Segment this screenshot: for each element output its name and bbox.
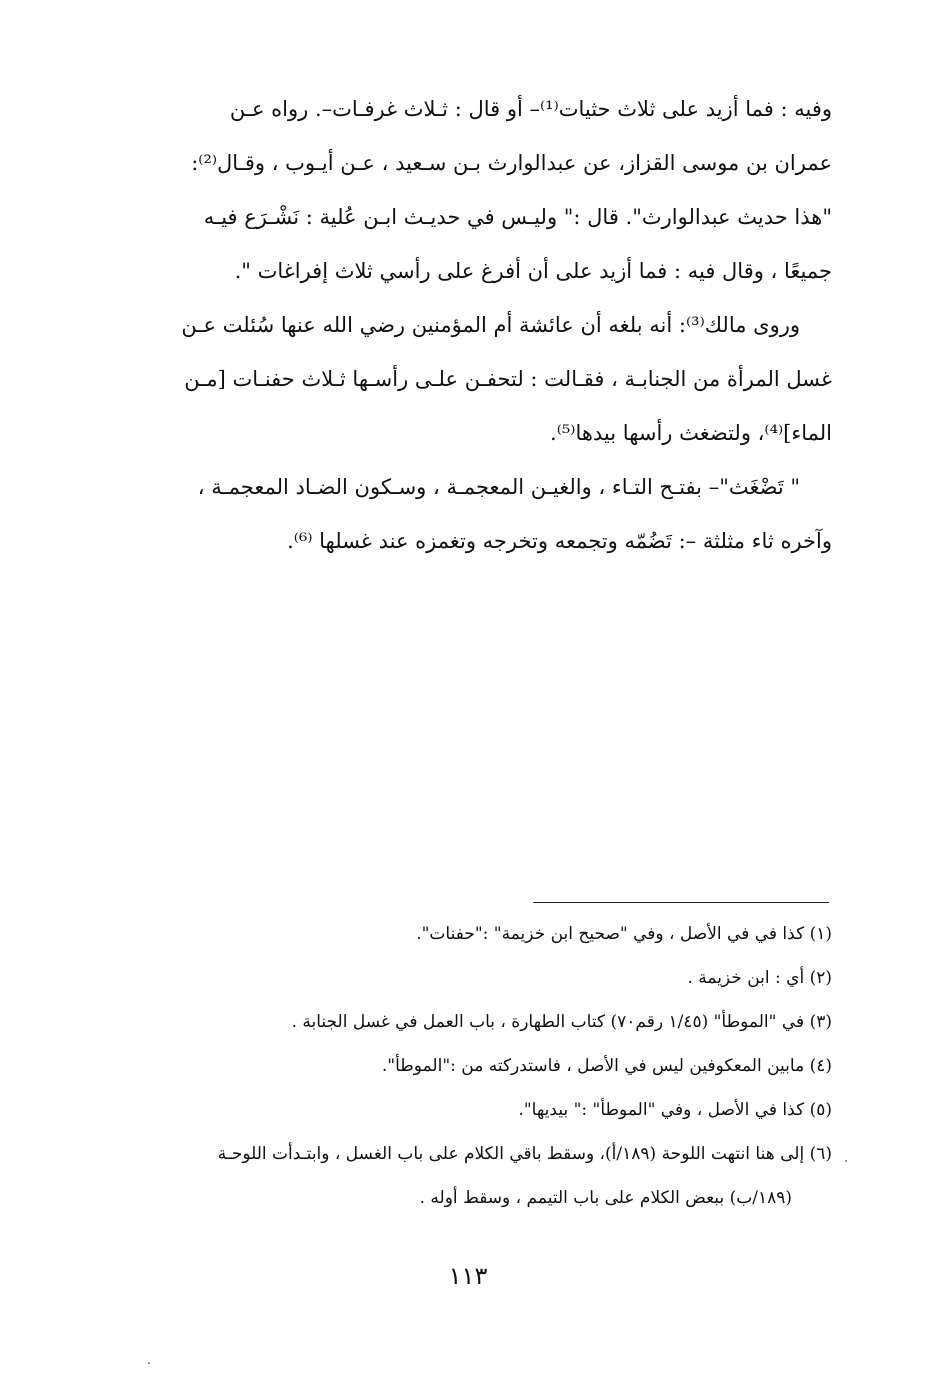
main-text-line: عمران بن موسى القزاز، عن عبدالوارث بـن سـعيد ، عـن أيـوب ، وقـال⁽²⁾: [191, 151, 832, 175]
main-text-line: "هذا حديث عبدالوارث". قال :" وليـس في حديـث ابـن عُلية : نَشْـرَع فيـه [203, 205, 832, 229]
footnote-line: (١٨٩/ب) ببعض الكلام على باب التيمم ، وسقط أوله . [419, 1188, 792, 1208]
footnotes [108, 912, 832, 1220]
footnote-line: (٢) أي : ابن خزيمة . [687, 968, 832, 988]
footnote-line: (٣) في "الموطأ" (١/٤٥ رقم٧٠) كتاب الطهارة ، باب العمل في غسل الجنابة . [291, 1012, 832, 1032]
footnote-divider [533, 902, 829, 903]
main-text-line: غسل المرأة من الجنابـة ، فقـالت : لتحفـن علـى رأسـها ثـلاث حفنـات [مـن [184, 367, 832, 391]
main-text-line: الماء]⁽⁴⁾، ولتضغث رأسها بيدها⁽⁵⁾. [550, 421, 832, 445]
footnote-line: (٥) كذا في الأصل ، وفي "الموطأ" :" بيديها". [518, 1100, 832, 1120]
scan-speck [148, 1362, 150, 1364]
main-text-line: وفيه : فما أزيد على ثلاث حثيات⁽¹⁾– أو قال : ثـلاث غرفـات–. رواه عـن [229, 97, 832, 121]
footnote-line: (٦) إلى هنا انتهت اللوحة (١٨٩/أ)، وسقط باقي الكلام على باب الغسل ، وابتـدأت اللوحـة [217, 1144, 832, 1164]
main-text-line: جميعًا ، وقال فيه : فما أزيد على أن أفرغ على رأسي ثلاث إفراغات ". [234, 259, 832, 283]
main-text-line: وروى مالك⁽³⁾: أنه بلغه أن عائشة أم المؤمنين رضي الله عنها سُئلت عـن [181, 313, 800, 337]
page-number: ١١٣ [448, 1262, 488, 1290]
scan-speck [845, 1160, 847, 1162]
main-text-line: وآخره ثاء مثلثة –: تَضُمّه وتجمعه وتخرجه وتغمزه عند غسلها ⁽⁶⁾. [287, 529, 832, 553]
footnote-line: (٤) مابين المعكوفين ليس في الأصل ، فاستدركته من :"الموطأ". [381, 1056, 832, 1076]
footnote-line: (١) كذا في في الأصل ، وفي "صحيح ابن خزيمة" :"حفنات". [416, 924, 832, 944]
main-text [108, 82, 832, 568]
main-text-line: " تَضْغَث"– بفتـح التـاء ، والغيـن المعجمـة ، وسـكون الضـاد المعجمـة ، [197, 475, 800, 499]
